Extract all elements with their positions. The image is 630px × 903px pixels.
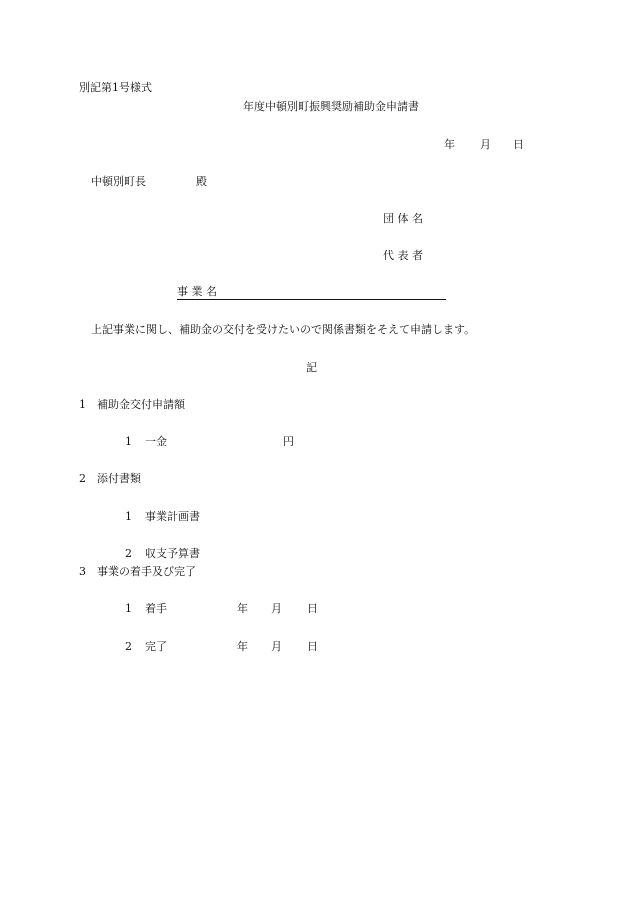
section-1-item-label: 一金 bbox=[145, 435, 167, 448]
start-month: 月 bbox=[271, 602, 282, 615]
form-label: 別記第1号様式 bbox=[79, 81, 152, 94]
section-1-heading: 1 補助金交付申請額 bbox=[79, 398, 185, 411]
completion-month: 月 bbox=[271, 640, 282, 653]
ki-marker: 記 bbox=[306, 361, 317, 374]
body-text: 上記事業に関し、補助金の交付を受けたいので関係書類をそえて申請します。 bbox=[91, 323, 476, 336]
section-2-heading: 2 添付書類 bbox=[79, 472, 141, 485]
start-number: 1 bbox=[125, 602, 132, 615]
project-name-label: 事 業 名 bbox=[177, 285, 446, 300]
start-year: 年 bbox=[237, 602, 248, 615]
document-title: 年度中頓別町振興奨励補助金申請書 bbox=[243, 100, 419, 113]
completion-day: 日 bbox=[307, 640, 318, 653]
addressee-name: 中頓別町長 bbox=[91, 175, 146, 188]
start-day: 日 bbox=[307, 602, 318, 615]
date-day: 日 bbox=[513, 138, 524, 151]
representative-label: 代 表 者 bbox=[383, 249, 423, 262]
attachment-number: 2 bbox=[125, 547, 132, 560]
section-1-item-unit: 円 bbox=[283, 435, 294, 448]
project-name-field bbox=[177, 285, 446, 300]
section-3-heading: 3 事業の着手及び完了 bbox=[79, 565, 196, 578]
section-1-item-number: 1 bbox=[125, 435, 132, 448]
addressee-honorific: 殿 bbox=[196, 175, 207, 188]
start-label: 着手 bbox=[145, 602, 167, 615]
completion-number: 2 bbox=[125, 640, 132, 653]
completion-year: 年 bbox=[237, 640, 248, 653]
date-year: 年 bbox=[444, 138, 455, 151]
attachment-number: 1 bbox=[125, 510, 132, 523]
completion-label: 完了 bbox=[145, 640, 167, 653]
attachment-label: 収支予算書 bbox=[145, 547, 200, 560]
attachment-label: 事業計画書 bbox=[145, 510, 200, 523]
date-month: 月 bbox=[480, 138, 491, 151]
group-name-label: 団 体 名 bbox=[383, 212, 423, 225]
